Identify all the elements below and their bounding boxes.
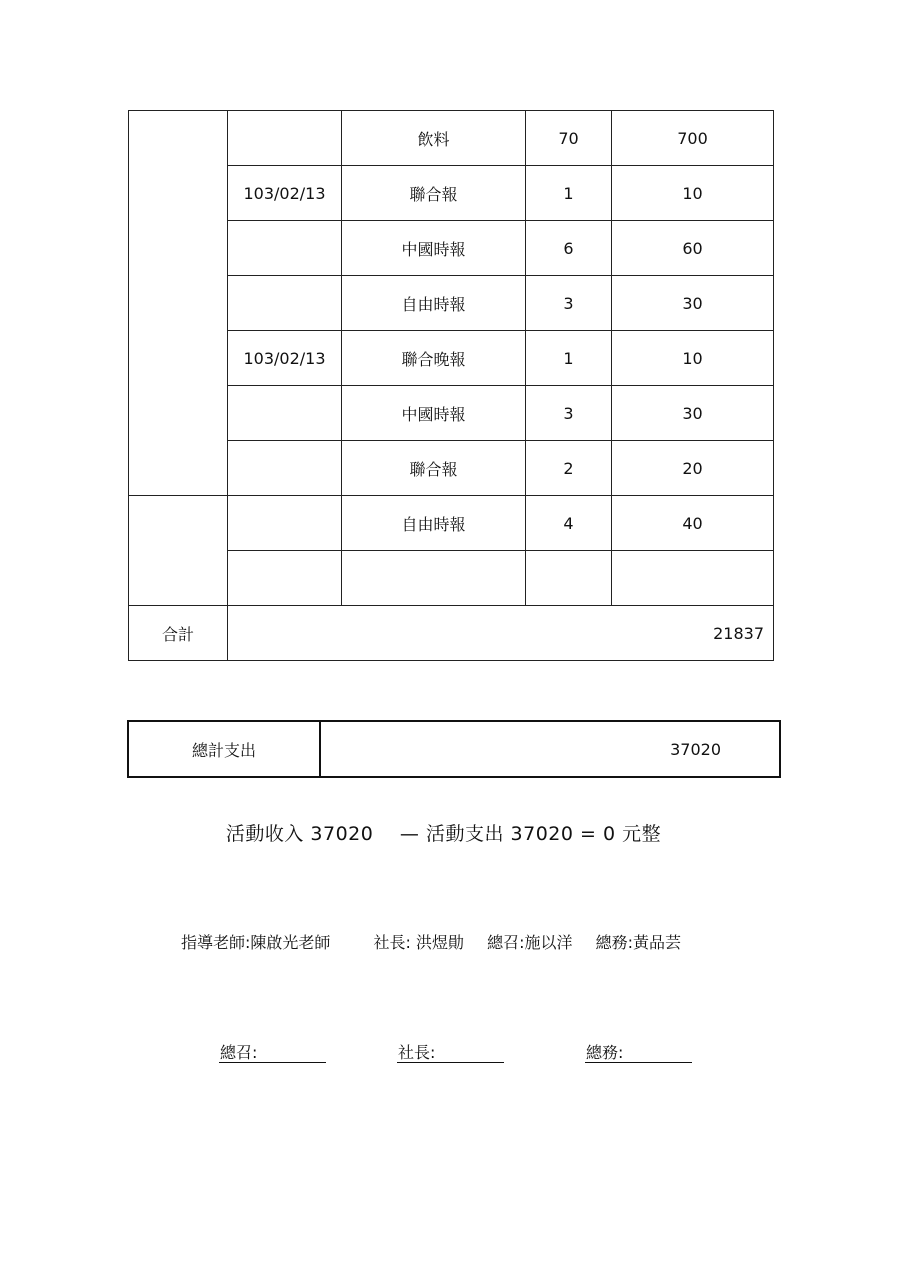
summary-label: 總計支出 <box>128 721 320 777</box>
amount-cell: 10 <box>612 166 774 221</box>
expense-value: 37020 <box>510 823 574 845</box>
qty-cell: 4 <box>526 496 612 551</box>
amount-cell: 700 <box>612 111 774 166</box>
amount-cell: 40 <box>612 496 774 551</box>
balance-equation <box>0 819 887 846</box>
qty-cell: 70 <box>526 111 612 166</box>
item-cell: 中國時報 <box>342 386 526 441</box>
category-cell <box>129 496 228 606</box>
item-cell: 聯合報 <box>342 441 526 496</box>
qty-cell <box>526 551 612 606</box>
table-row <box>129 496 774 551</box>
item-cell <box>342 551 526 606</box>
summary-row <box>128 721 780 777</box>
summary-table <box>127 720 781 778</box>
minus-dash: — <box>399 823 420 845</box>
summary-value: 37020 <box>320 721 780 777</box>
amount-cell <box>612 551 774 606</box>
item-cell: 自由時報 <box>342 496 526 551</box>
item-cell: 中國時報 <box>342 221 526 276</box>
convener-signature-field: 總召: <box>219 1040 326 1063</box>
table-row <box>129 111 774 166</box>
date-cell <box>228 551 342 606</box>
date-cell <box>228 496 342 551</box>
president-signature-field: 社長: <box>397 1040 504 1063</box>
president-text: 社長: 洪煜勛 <box>373 933 464 952</box>
date-cell <box>228 276 342 331</box>
total-value: 21837 <box>228 606 774 661</box>
item-cell: 飲料 <box>342 111 526 166</box>
staff-line <box>181 930 719 953</box>
amount-cell: 60 <box>612 221 774 276</box>
equation-result: = 0 元整 <box>580 823 662 845</box>
item-cell: 聯合晚報 <box>342 331 526 386</box>
date-cell: 103/02/13 <box>228 331 342 386</box>
treasurer-text: 總務:黃品芸 <box>595 933 681 952</box>
qty-cell: 3 <box>526 386 612 441</box>
item-cell: 自由時報 <box>342 276 526 331</box>
date-cell <box>228 441 342 496</box>
category-cell <box>129 111 228 496</box>
amount-cell: 30 <box>612 276 774 331</box>
total-row <box>129 606 774 661</box>
date-cell <box>228 111 342 166</box>
convener-text: 總召:施以洋 <box>487 933 573 952</box>
date-cell: 103/02/13 <box>228 166 342 221</box>
amount-cell: 10 <box>612 331 774 386</box>
advisor-text: 指導老師:陳啟光老師 <box>181 933 331 952</box>
total-label: 合計 <box>129 606 228 661</box>
amount-cell: 20 <box>612 441 774 496</box>
qty-cell: 1 <box>526 166 612 221</box>
qty-cell: 2 <box>526 441 612 496</box>
expense-label: 活動支出 <box>425 823 504 845</box>
date-cell <box>228 221 342 276</box>
qty-cell: 6 <box>526 221 612 276</box>
date-cell <box>228 386 342 441</box>
income-label: 活動收入 <box>225 823 304 845</box>
item-cell: 聯合報 <box>342 166 526 221</box>
income-value: 37020 <box>310 823 374 845</box>
treasurer-signature-field: 總務: <box>585 1040 692 1063</box>
qty-cell: 1 <box>526 331 612 386</box>
expense-table <box>128 110 774 661</box>
qty-cell: 3 <box>526 276 612 331</box>
amount-cell: 30 <box>612 386 774 441</box>
